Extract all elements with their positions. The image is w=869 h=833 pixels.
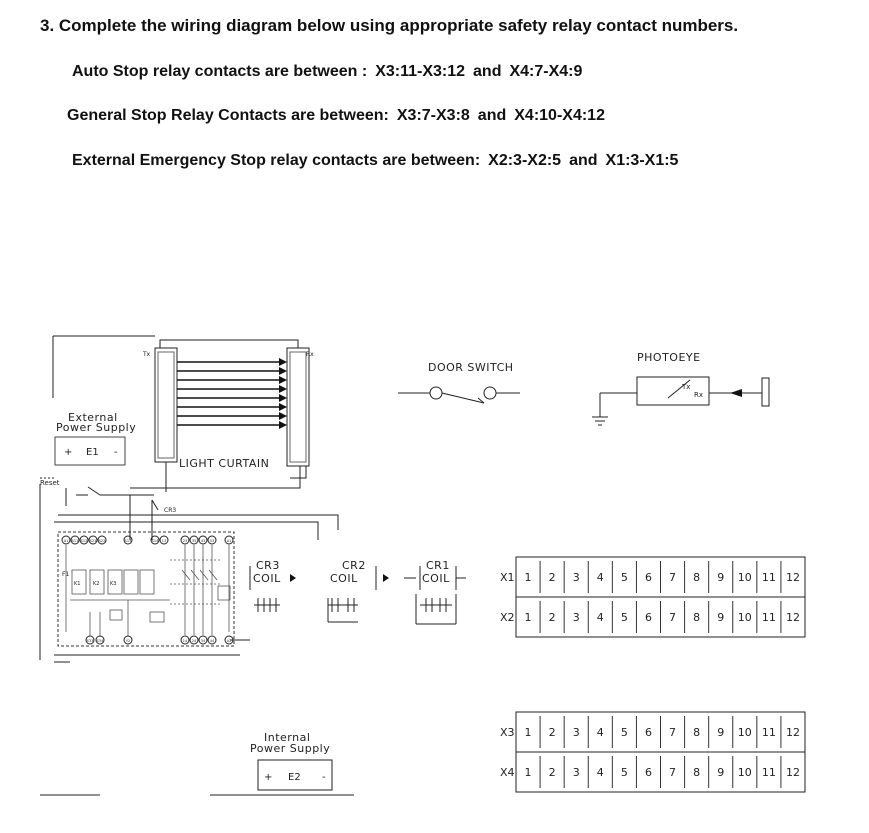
- strip-x3-terminal-2[interactable]: 2: [548, 726, 556, 739]
- strip-x1-terminal-10[interactable]: 10: [737, 571, 752, 584]
- strip-x3-terminal-8[interactable]: 8: [693, 726, 701, 739]
- external-estop-label: External Emergency Stop relay contacts are between:: [72, 152, 481, 169]
- strip-x4-terminal-11[interactable]: 11: [761, 766, 776, 779]
- auto-stop-and: and: [473, 63, 502, 80]
- strip-x1-terminal-3[interactable]: 3: [572, 571, 580, 584]
- strip-x2-terminal-8[interactable]: 8: [693, 611, 701, 624]
- external-estop-contact-a: X2:3-X2:5: [488, 152, 562, 169]
- internal-supply-name: E2: [288, 772, 301, 783]
- relay-bottom-terminal-label: 44: [209, 639, 215, 643]
- door-switch-label: DOOR SWITCH: [428, 361, 514, 374]
- reset-label: Reset: [40, 479, 60, 487]
- k3-label: K3: [110, 581, 117, 587]
- internal-supply-label-2: Power Supply: [250, 742, 331, 755]
- strip-x2-terminal-9[interactable]: 9: [717, 611, 725, 624]
- relay-top-terminal-label: 23: [182, 539, 188, 543]
- relay-top-terminal-label: 33: [191, 539, 197, 543]
- strip-x2-terminal-12[interactable]: 12: [785, 611, 800, 624]
- strip-x2-terminal-3[interactable]: 3: [572, 611, 580, 624]
- relay-top-terminal-label: S22: [98, 539, 106, 543]
- relay-bottom-terminal-label: A2: [226, 639, 232, 643]
- strip-x1-terminal-9[interactable]: 9: [717, 571, 725, 584]
- light-curtain-tx-label: Tx: [143, 351, 151, 358]
- general-stop-label: General Stop Relay Contacts are between:: [67, 107, 389, 124]
- auto-stop-contact-b: X4:7-X4:9: [509, 63, 583, 80]
- relay-bottom-terminal-label: 24: [191, 639, 197, 643]
- internal-supply-plus: +: [264, 772, 273, 783]
- strip-x4-terminal-4[interactable]: 4: [596, 766, 604, 779]
- light-curtain-rx-label: Rx: [306, 351, 314, 358]
- fuse-label: F1: [62, 571, 70, 578]
- question-title: 3. Complete the wiring diagram below using appropriate safety relay contact numbers.: [40, 16, 739, 35]
- relay-top-terminals: [62, 536, 233, 544]
- strip-x2-label: X2: [500, 611, 515, 624]
- relay-bottom-terminal-label: 34: [200, 639, 206, 643]
- strip-x4-terminal-9[interactable]: 9: [717, 766, 725, 779]
- strip-x2-terminal-10[interactable]: 10: [737, 611, 752, 624]
- strip-x3-terminal-3[interactable]: 3: [572, 726, 580, 739]
- relay-top-terminal-label: S14: [151, 539, 159, 543]
- strip-x1-terminal-5[interactable]: 5: [620, 571, 628, 584]
- strip-x2-terminal-6[interactable]: 6: [644, 611, 652, 624]
- general-stop-contact-b: X4:10-X4:12: [514, 107, 605, 124]
- light-curtain-label: LIGHT CURTAIN: [179, 457, 270, 470]
- relay-bottom-terminal-label: S34: [96, 639, 104, 643]
- coil-cr1-name: CR1: [426, 559, 450, 572]
- strip-x2-terminal-1[interactable]: 1: [524, 611, 532, 624]
- strip-x1-terminal-7[interactable]: 7: [669, 571, 677, 584]
- strip-x1-terminal-6[interactable]: 6: [644, 571, 652, 584]
- auto-stop-contact-a: X3:11-X3:12: [375, 63, 466, 80]
- strip-x3-terminal-10[interactable]: 10: [737, 726, 752, 739]
- general-stop-contact-a: X3:7-X3:8: [396, 107, 470, 124]
- external-supply-name: E1: [86, 447, 99, 458]
- strip-x4-terminal-5[interactable]: 5: [620, 766, 628, 779]
- strip-x1-terminal-4[interactable]: 4: [596, 571, 604, 584]
- relay-top-terminal-label: 53: [209, 539, 215, 543]
- strip-x1-label: X1: [500, 571, 515, 584]
- coil-cr3-name: CR3: [256, 559, 280, 572]
- cr3-contact-mark: CR3: [164, 507, 177, 514]
- relay-bottom-terminal-label: S33: [86, 639, 94, 643]
- external-supply-minus: -: [114, 447, 118, 458]
- strip-x4-terminal-6[interactable]: 6: [644, 766, 652, 779]
- external-supply-label-1: External: [68, 411, 118, 424]
- strip-x2-terminal-5[interactable]: 5: [620, 611, 628, 624]
- relay-bottom-terminal-label: 14: [182, 639, 188, 643]
- relay-top-terminal-label: A1: [226, 539, 232, 543]
- relay-top-terminal-label: S11: [71, 539, 79, 543]
- strip-x3-terminal-1[interactable]: 1: [524, 726, 532, 739]
- external-estop-contact-b: X1:3-X1:5: [605, 152, 679, 169]
- k1-label: K1: [74, 581, 81, 587]
- strip-x3-terminal-12[interactable]: 12: [785, 726, 800, 739]
- relay-top-terminal-label: S13: [124, 539, 132, 543]
- strip-x2-terminal-4[interactable]: 4: [596, 611, 604, 624]
- strip-x3-terminal-7[interactable]: 7: [669, 726, 677, 739]
- strip-x4-label: X4: [500, 766, 515, 779]
- strip-x4-terminal-1[interactable]: 1: [524, 766, 532, 779]
- strip-x3-terminal-11[interactable]: 11: [761, 726, 776, 739]
- safety-relay-module: [54, 495, 240, 655]
- strip-x4-terminal-8[interactable]: 8: [693, 766, 701, 779]
- photoeye: [592, 377, 769, 425]
- relay-bottom-terminal-label: Y2: [125, 639, 131, 643]
- photoeye-rx-label: Rx: [694, 391, 704, 399]
- strip-x1-terminal-12[interactable]: 12: [785, 571, 800, 584]
- internal-supply-minus: -: [322, 772, 326, 783]
- external-supply-label-2: Power Supply: [56, 421, 137, 434]
- coil-cr2-name: CR2: [342, 559, 366, 572]
- strip-x2-terminal-2[interactable]: 2: [548, 611, 556, 624]
- coil-cr1-label: COIL: [422, 572, 450, 585]
- strip-x1-terminal-1[interactable]: 1: [524, 571, 532, 584]
- general-stop-and: and: [477, 107, 507, 124]
- strip-x4-terminal-7[interactable]: 7: [669, 766, 677, 779]
- photoeye-tx-label: Tx: [682, 383, 691, 391]
- strip-x4-terminal-10[interactable]: 10: [737, 766, 752, 779]
- photoeye-label: PHOTOEYE: [637, 351, 701, 364]
- light-beam-arrows: [279, 358, 287, 429]
- relay-top-terminal-label: A1: [63, 539, 69, 543]
- coil-cr2-label: COIL: [330, 572, 358, 585]
- relay-top-terminal-label: S12: [80, 539, 88, 543]
- strip-x3-terminal-5[interactable]: 5: [620, 726, 628, 739]
- strip-x3-label: X3: [500, 726, 515, 739]
- door-switch: [398, 387, 520, 403]
- strip-x1-terminal-11[interactable]: 11: [761, 571, 776, 584]
- strip-x1-terminal-2[interactable]: 2: [548, 571, 556, 584]
- strip-x4-terminal-3[interactable]: 3: [572, 766, 580, 779]
- strip-x3-terminal-9[interactable]: 9: [717, 726, 725, 739]
- strip-x2-terminal-11[interactable]: 11: [761, 611, 776, 624]
- strip-x2-terminal-7[interactable]: 7: [669, 611, 677, 624]
- external-supply-plus: +: [64, 447, 73, 458]
- strip-x1-terminal-8[interactable]: 8: [693, 571, 701, 584]
- relay-top-terminal-label: 43: [200, 539, 206, 543]
- auto-stop-label: Auto Stop relay contacts are between :: [72, 63, 368, 80]
- external-estop-and: and: [569, 152, 598, 169]
- internal-supply-label-1: Internal: [264, 731, 311, 744]
- strip-x3-terminal-4[interactable]: 4: [596, 726, 604, 739]
- k2-label: K2: [93, 581, 100, 587]
- relay-top-terminal-label: 13: [161, 539, 167, 543]
- relay-top-terminal-label: S21: [89, 539, 97, 543]
- strip-x3-terminal-6[interactable]: 6: [644, 726, 652, 739]
- coil-cr3-label: COIL: [253, 572, 281, 585]
- strip-x4-terminal-12[interactable]: 12: [785, 766, 800, 779]
- strip-x4-terminal-2[interactable]: 2: [548, 766, 556, 779]
